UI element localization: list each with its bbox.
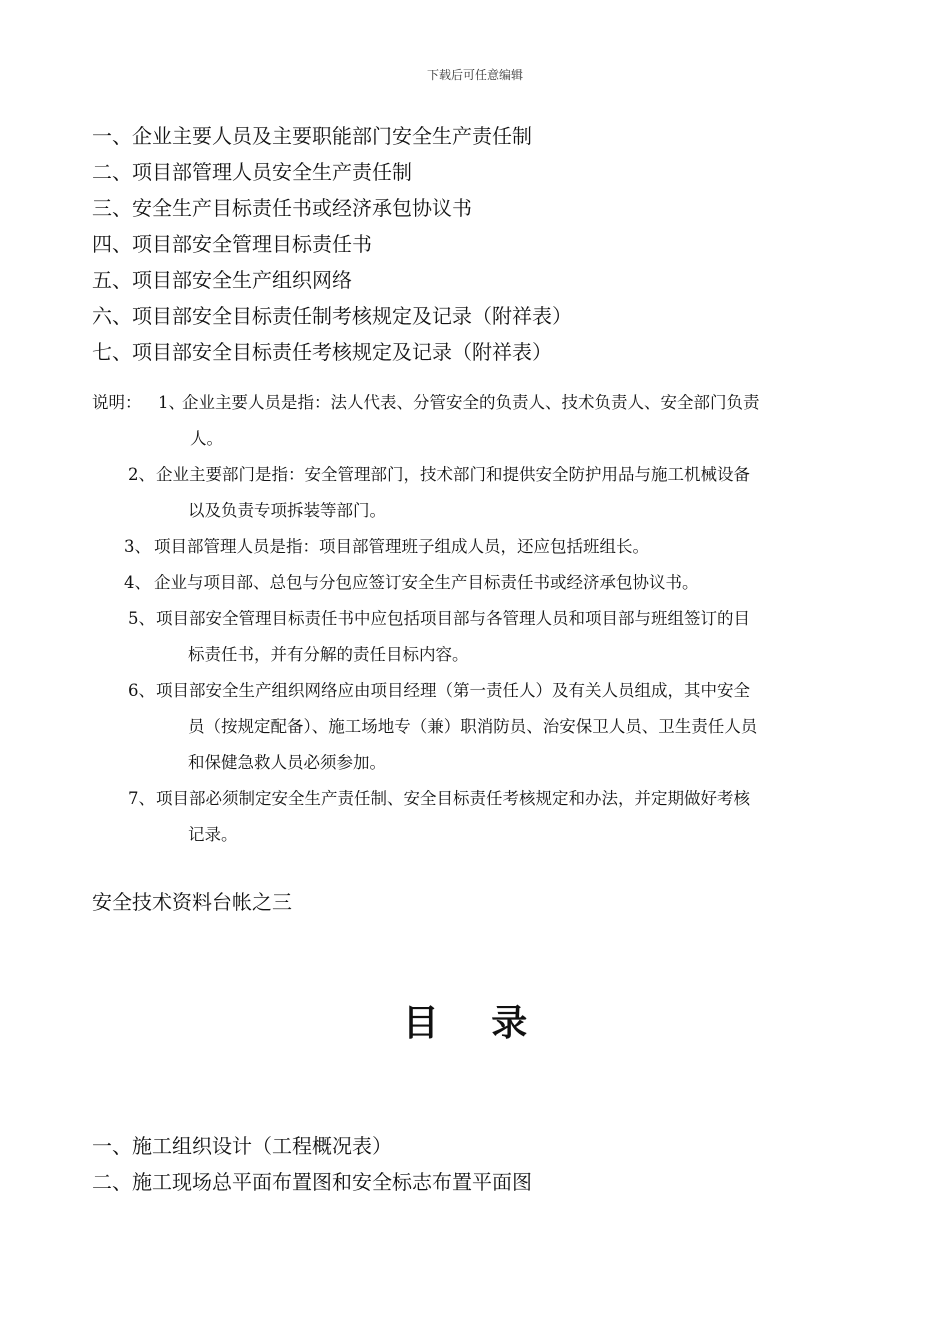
toc-item: 五、项目部安全生产组织网络 <box>92 268 352 292</box>
note-text: 项目部安全生产组织网络应由项目经理（第一责任人）及有关人员组成，其中安全 <box>156 681 750 700</box>
note-text: 人。 <box>190 429 223 448</box>
note-text: 项目部管理人员是指：项目部管理班子组成人员，还应包括班组长。 <box>154 537 649 556</box>
notes-label: 说明： <box>92 393 142 412</box>
note-text: 记录。 <box>188 825 238 844</box>
note-item <box>92 601 872 673</box>
note-text: 企业主要人员是指：法人代表、分管安全的负责人、技术负责人、安全部门负责 <box>182 393 760 412</box>
note-text: 企业主要部门是指：安全管理部门，技术部门和提供安全防护用品与施工机械设备 <box>156 465 750 484</box>
note-number: 3、 <box>124 537 151 556</box>
note-item <box>92 457 872 529</box>
note-number: 6、 <box>128 681 155 700</box>
toc-item: 六、项目部安全目标责任制考核规定及记录（附祥表） <box>92 304 572 328</box>
toc-item: 二、项目部管理人员安全生产责任制 <box>92 160 412 184</box>
note-text: 员（按规定配备）、施工场地专（兼）职消防员、治安保卫人员、卫生责任人员 <box>188 717 758 736</box>
note-text: 和保健急救人员必须参加。 <box>188 753 386 772</box>
toc-item: 七、项目部安全目标责任考核规定及记录（附祥表） <box>92 340 552 364</box>
note-text: 企业与项目部、总包与分包应签订安全生产目标责任书或经济承包协议书。 <box>154 573 699 592</box>
note-number: 4、 <box>124 573 151 592</box>
toc-item: 一、施工组织设计（工程概况表） <box>92 1134 392 1158</box>
toc-list-first <box>92 118 572 370</box>
main-title: 目 录 <box>402 1003 548 1044</box>
note-number: 7、 <box>128 789 155 808</box>
page-header: 下载后可任意编辑 <box>426 68 523 82</box>
note-text: 标责任书，并有分解的责任目标内容。 <box>188 645 469 664</box>
note-text: 项目部必须制定安全生产责任制、安全目标责任考核规定和办法，并定期做好考核 <box>156 789 750 808</box>
toc-item: 四、项目部安全管理目标责任书 <box>92 232 372 256</box>
toc-list-second <box>92 1128 532 1200</box>
notes-section <box>92 385 872 853</box>
toc-item: 三、安全生产目标责任书或经济承包协议书 <box>92 196 472 220</box>
section-title: 安全技术资料台帐之三 <box>92 890 292 914</box>
toc-item: 一、企业主要人员及主要职能部门安全生产责任制 <box>92 124 532 148</box>
note-item <box>92 781 872 853</box>
note-text: 项目部安全管理目标责任书中应包括项目部与各管理人员和项目部与班组签订的目 <box>156 609 750 628</box>
note-number: 1、 <box>158 393 185 412</box>
note-number: 5、 <box>128 609 155 628</box>
note-item <box>92 385 872 457</box>
note-item <box>92 565 872 601</box>
note-text: 以及负责专项拆装等部门。 <box>188 501 386 520</box>
toc-item: 二、施工现场总平面布置图和安全标志布置平面图 <box>92 1170 532 1194</box>
note-number: 2、 <box>128 465 155 484</box>
note-item <box>92 529 872 565</box>
note-item <box>92 673 872 781</box>
